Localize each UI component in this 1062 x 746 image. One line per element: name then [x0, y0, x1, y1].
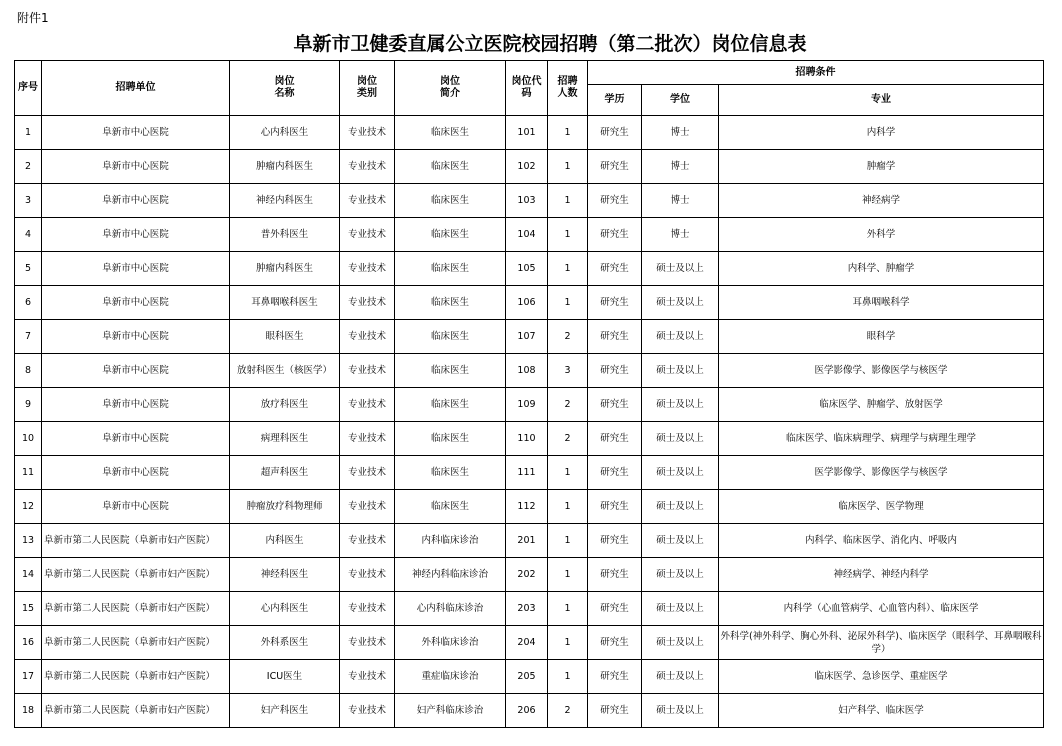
cell-education: 研究生 — [588, 150, 642, 184]
cell-major: 外科学(神外科学、胸心外科、泌尿外科学)、临床医学（眼科学、耳鼻咽喉科学） — [719, 626, 1044, 660]
cell-post-desc: 临床医生 — [395, 116, 506, 150]
cell-degree: 博士 — [642, 218, 719, 252]
header-degree: 学位 — [642, 85, 719, 116]
cell-post-name: 肿瘤放疗科物理师 — [230, 490, 340, 524]
cell-count: 2 — [548, 422, 588, 456]
cell-post-desc: 临床医生 — [395, 320, 506, 354]
cell-post-type: 专业技术 — [340, 184, 395, 218]
table-row — [15, 150, 1044, 184]
header-major: 专业 — [719, 85, 1044, 116]
cell-major: 肿瘤学 — [719, 150, 1044, 184]
cell-degree: 博士 — [642, 150, 719, 184]
cell-seq: 15 — [15, 592, 42, 626]
cell-post-code: 107 — [506, 320, 548, 354]
cell-degree: 硕士及以上 — [642, 660, 719, 694]
cell-major: 神经病学、神经内科学 — [719, 558, 1044, 592]
cell-education: 研究生 — [588, 660, 642, 694]
cell-education: 研究生 — [588, 422, 642, 456]
cell-unit: 阜新市第二人民医院（阜新市妇产医院） — [42, 592, 230, 626]
cell-seq: 3 — [15, 184, 42, 218]
header-post-desc: 岗位 简介 — [395, 61, 506, 116]
cell-major: 妇产科学、临床医学 — [719, 694, 1044, 728]
cell-post-name: 放射科医生（核医学） — [230, 354, 340, 388]
cell-unit: 阜新市中心医院 — [42, 184, 230, 218]
cell-post-code: 103 — [506, 184, 548, 218]
cell-education: 研究生 — [588, 592, 642, 626]
cell-count: 1 — [548, 286, 588, 320]
cell-post-type: 专业技术 — [340, 558, 395, 592]
cell-major: 临床医学、肿瘤学、放射医学 — [719, 388, 1044, 422]
cell-unit: 阜新市第二人民医院（阜新市妇产医院） — [42, 558, 230, 592]
cell-post-code: 110 — [506, 422, 548, 456]
cell-education: 研究生 — [588, 524, 642, 558]
cell-post-code: 101 — [506, 116, 548, 150]
cell-unit: 阜新市中心医院 — [42, 252, 230, 286]
cell-seq: 17 — [15, 660, 42, 694]
header-post-type: 岗位 类别 — [340, 61, 395, 116]
table-row — [15, 388, 1044, 422]
cell-post-code: 102 — [506, 150, 548, 184]
table-row — [15, 252, 1044, 286]
cell-education: 研究生 — [588, 286, 642, 320]
cell-degree: 硕士及以上 — [642, 626, 719, 660]
cell-post-desc: 临床医生 — [395, 388, 506, 422]
header-seq: 序号 — [15, 61, 42, 116]
header-education: 学历 — [588, 85, 642, 116]
cell-post-type: 专业技术 — [340, 490, 395, 524]
table-row — [15, 218, 1044, 252]
cell-major: 临床医学、临床病理学、病理学与病理生理学 — [719, 422, 1044, 456]
cell-post-desc: 临床医生 — [395, 150, 506, 184]
cell-post-desc: 临床医生 — [395, 490, 506, 524]
cell-post-name: 心内科医生 — [230, 116, 340, 150]
cell-unit: 阜新市中心医院 — [42, 354, 230, 388]
cell-post-type: 专业技术 — [340, 422, 395, 456]
table-row — [15, 116, 1044, 150]
cell-major: 内科学、临床医学、消化内、呼吸内 — [719, 524, 1044, 558]
cell-seq: 5 — [15, 252, 42, 286]
cell-post-desc: 临床医生 — [395, 286, 506, 320]
cell-degree: 硕士及以上 — [642, 320, 719, 354]
cell-education: 研究生 — [588, 490, 642, 524]
cell-education: 研究生 — [588, 116, 642, 150]
cell-count: 1 — [548, 660, 588, 694]
cell-major: 神经病学 — [719, 184, 1044, 218]
cell-seq: 14 — [15, 558, 42, 592]
cell-post-desc: 临床医生 — [395, 184, 506, 218]
header-post-code: 岗位代 码 — [506, 61, 548, 116]
cell-unit: 阜新市中心医院 — [42, 388, 230, 422]
cell-post-name: 眼科医生 — [230, 320, 340, 354]
cell-seq: 10 — [15, 422, 42, 456]
cell-count: 1 — [548, 490, 588, 524]
cell-unit: 阜新市第二人民医院（阜新市妇产医院） — [42, 694, 230, 728]
cell-count: 1 — [548, 592, 588, 626]
cell-seq: 6 — [15, 286, 42, 320]
cell-education: 研究生 — [588, 218, 642, 252]
cell-unit: 阜新市中心医院 — [42, 490, 230, 524]
cell-post-code: 105 — [506, 252, 548, 286]
cell-unit: 阜新市中心医院 — [42, 286, 230, 320]
cell-post-name: 心内科医生 — [230, 592, 340, 626]
cell-count: 1 — [548, 524, 588, 558]
table-body — [15, 116, 1044, 728]
table-row — [15, 626, 1044, 660]
cell-count: 1 — [548, 456, 588, 490]
cell-post-type: 专业技术 — [340, 252, 395, 286]
cell-count: 1 — [548, 184, 588, 218]
cell-post-desc: 内科临床诊治 — [395, 524, 506, 558]
cell-post-code: 204 — [506, 626, 548, 660]
table-row — [15, 184, 1044, 218]
cell-degree: 硕士及以上 — [642, 592, 719, 626]
cell-post-code: 205 — [506, 660, 548, 694]
cell-unit: 阜新市第二人民医院（阜新市妇产医院） — [42, 626, 230, 660]
cell-unit: 阜新市中心医院 — [42, 320, 230, 354]
cell-seq: 11 — [15, 456, 42, 490]
table-row — [15, 286, 1044, 320]
cell-unit: 阜新市第二人民医院（阜新市妇产医院） — [42, 660, 230, 694]
cell-unit: 阜新市中心医院 — [42, 150, 230, 184]
cell-unit: 阜新市中心医院 — [42, 116, 230, 150]
recruitment-table — [14, 60, 1044, 728]
cell-post-name: 病理科医生 — [230, 422, 340, 456]
cell-post-desc: 外科临床诊治 — [395, 626, 506, 660]
cell-major: 外科学 — [719, 218, 1044, 252]
cell-seq: 7 — [15, 320, 42, 354]
cell-degree: 硕士及以上 — [642, 422, 719, 456]
header-conditions: 招聘条件 — [588, 61, 1044, 85]
cell-post-desc: 妇产科临床诊治 — [395, 694, 506, 728]
cell-major: 内科学 — [719, 116, 1044, 150]
cell-post-code: 201 — [506, 524, 548, 558]
cell-degree: 硕士及以上 — [642, 388, 719, 422]
cell-education: 研究生 — [588, 388, 642, 422]
table-header — [15, 61, 1044, 116]
cell-education: 研究生 — [588, 354, 642, 388]
cell-seq: 8 — [15, 354, 42, 388]
document-title: 阜新市卫健委直属公立医院校园招聘（第二批次）岗位信息表 — [293, 33, 807, 55]
cell-post-desc: 神经内科临床诊治 — [395, 558, 506, 592]
cell-post-desc: 临床医生 — [395, 456, 506, 490]
cell-major: 内科学（心血管病学、心血管内科）、临床医学 — [719, 592, 1044, 626]
cell-post-type: 专业技术 — [340, 150, 395, 184]
table-row — [15, 660, 1044, 694]
cell-post-name: 外科系医生 — [230, 626, 340, 660]
cell-post-desc: 临床医生 — [395, 252, 506, 286]
cell-education: 研究生 — [588, 626, 642, 660]
cell-degree: 硕士及以上 — [642, 252, 719, 286]
cell-post-name: 耳鼻咽喉科医生 — [230, 286, 340, 320]
table-row — [15, 524, 1044, 558]
cell-education: 研究生 — [588, 694, 642, 728]
cell-post-type: 专业技术 — [340, 456, 395, 490]
cell-post-name: 放疗科医生 — [230, 388, 340, 422]
cell-post-type: 专业技术 — [340, 354, 395, 388]
header-unit: 招聘单位 — [42, 61, 230, 116]
cell-post-type: 专业技术 — [340, 694, 395, 728]
cell-post-type: 专业技术 — [340, 524, 395, 558]
attachment-label: 附件1 — [17, 11, 49, 25]
cell-post-desc: 临床医生 — [395, 218, 506, 252]
cell-count: 1 — [548, 558, 588, 592]
cell-degree: 博士 — [642, 116, 719, 150]
cell-post-name: 超声科医生 — [230, 456, 340, 490]
cell-seq: 2 — [15, 150, 42, 184]
cell-post-desc: 重症临床诊治 — [395, 660, 506, 694]
cell-degree: 博士 — [642, 184, 719, 218]
table-row — [15, 558, 1044, 592]
cell-post-type: 专业技术 — [340, 218, 395, 252]
cell-post-desc: 临床医生 — [395, 354, 506, 388]
cell-post-code: 109 — [506, 388, 548, 422]
cell-post-type: 专业技术 — [340, 592, 395, 626]
cell-post-type: 专业技术 — [340, 116, 395, 150]
cell-post-type: 专业技术 — [340, 320, 395, 354]
table-row — [15, 354, 1044, 388]
cell-post-type: 专业技术 — [340, 286, 395, 320]
cell-post-name: 神经科医生 — [230, 558, 340, 592]
cell-post-code: 206 — [506, 694, 548, 728]
cell-degree: 硕士及以上 — [642, 558, 719, 592]
cell-unit: 阜新市中心医院 — [42, 456, 230, 490]
cell-degree: 硕士及以上 — [642, 524, 719, 558]
cell-post-code: 104 — [506, 218, 548, 252]
cell-major: 内科学、肿瘤学 — [719, 252, 1044, 286]
cell-count: 2 — [548, 320, 588, 354]
cell-education: 研究生 — [588, 184, 642, 218]
cell-degree: 硕士及以上 — [642, 694, 719, 728]
cell-major: 医学影像学、影像医学与核医学 — [719, 456, 1044, 490]
cell-count: 1 — [548, 150, 588, 184]
cell-count: 2 — [548, 388, 588, 422]
cell-post-code: 108 — [506, 354, 548, 388]
cell-seq: 1 — [15, 116, 42, 150]
table-row — [15, 694, 1044, 728]
cell-education: 研究生 — [588, 320, 642, 354]
cell-count: 3 — [548, 354, 588, 388]
cell-education: 研究生 — [588, 456, 642, 490]
cell-major: 耳鼻咽喉科学 — [719, 286, 1044, 320]
cell-major: 眼科学 — [719, 320, 1044, 354]
cell-education: 研究生 — [588, 252, 642, 286]
cell-education: 研究生 — [588, 558, 642, 592]
cell-degree: 硕士及以上 — [642, 286, 719, 320]
table-row — [15, 592, 1044, 626]
cell-count: 1 — [548, 252, 588, 286]
cell-seq: 13 — [15, 524, 42, 558]
cell-degree: 硕士及以上 — [642, 354, 719, 388]
cell-post-name: 内科医生 — [230, 524, 340, 558]
cell-post-name: 神经内科医生 — [230, 184, 340, 218]
cell-major: 医学影像学、影像医学与核医学 — [719, 354, 1044, 388]
cell-count: 1 — [548, 218, 588, 252]
cell-seq: 18 — [15, 694, 42, 728]
cell-seq: 16 — [15, 626, 42, 660]
cell-post-code: 112 — [506, 490, 548, 524]
cell-degree: 硕士及以上 — [642, 490, 719, 524]
cell-unit: 阜新市第二人民医院（阜新市妇产医院） — [42, 524, 230, 558]
cell-seq: 12 — [15, 490, 42, 524]
table-row — [15, 456, 1044, 490]
cell-post-desc: 临床医生 — [395, 422, 506, 456]
table-row — [15, 422, 1044, 456]
cell-post-type: 专业技术 — [340, 388, 395, 422]
table-row — [15, 490, 1044, 524]
cell-seq: 9 — [15, 388, 42, 422]
cell-post-name: 普外科医生 — [230, 218, 340, 252]
cell-post-code: 111 — [506, 456, 548, 490]
cell-post-name: 肿瘤内科医生 — [230, 150, 340, 184]
cell-seq: 4 — [15, 218, 42, 252]
cell-unit: 阜新市中心医院 — [42, 422, 230, 456]
cell-count: 2 — [548, 694, 588, 728]
cell-degree: 硕士及以上 — [642, 456, 719, 490]
cell-post-code: 106 — [506, 286, 548, 320]
cell-count: 1 — [548, 626, 588, 660]
header-post-name: 岗位 名称 — [230, 61, 340, 116]
table-row — [15, 320, 1044, 354]
cell-post-desc: 心内科临床诊治 — [395, 592, 506, 626]
cell-unit: 阜新市中心医院 — [42, 218, 230, 252]
cell-major: 临床医学、急诊医学、重症医学 — [719, 660, 1044, 694]
cell-post-code: 203 — [506, 592, 548, 626]
cell-post-code: 202 — [506, 558, 548, 592]
header-count: 招聘 人数 — [548, 61, 588, 116]
cell-post-name: ICU医生 — [230, 660, 340, 694]
cell-post-name: 妇产科医生 — [230, 694, 340, 728]
cell-major: 临床医学、医学物理 — [719, 490, 1044, 524]
cell-post-type: 专业技术 — [340, 626, 395, 660]
cell-post-type: 专业技术 — [340, 660, 395, 694]
cell-post-name: 肿瘤内科医生 — [230, 252, 340, 286]
cell-count: 1 — [548, 116, 588, 150]
